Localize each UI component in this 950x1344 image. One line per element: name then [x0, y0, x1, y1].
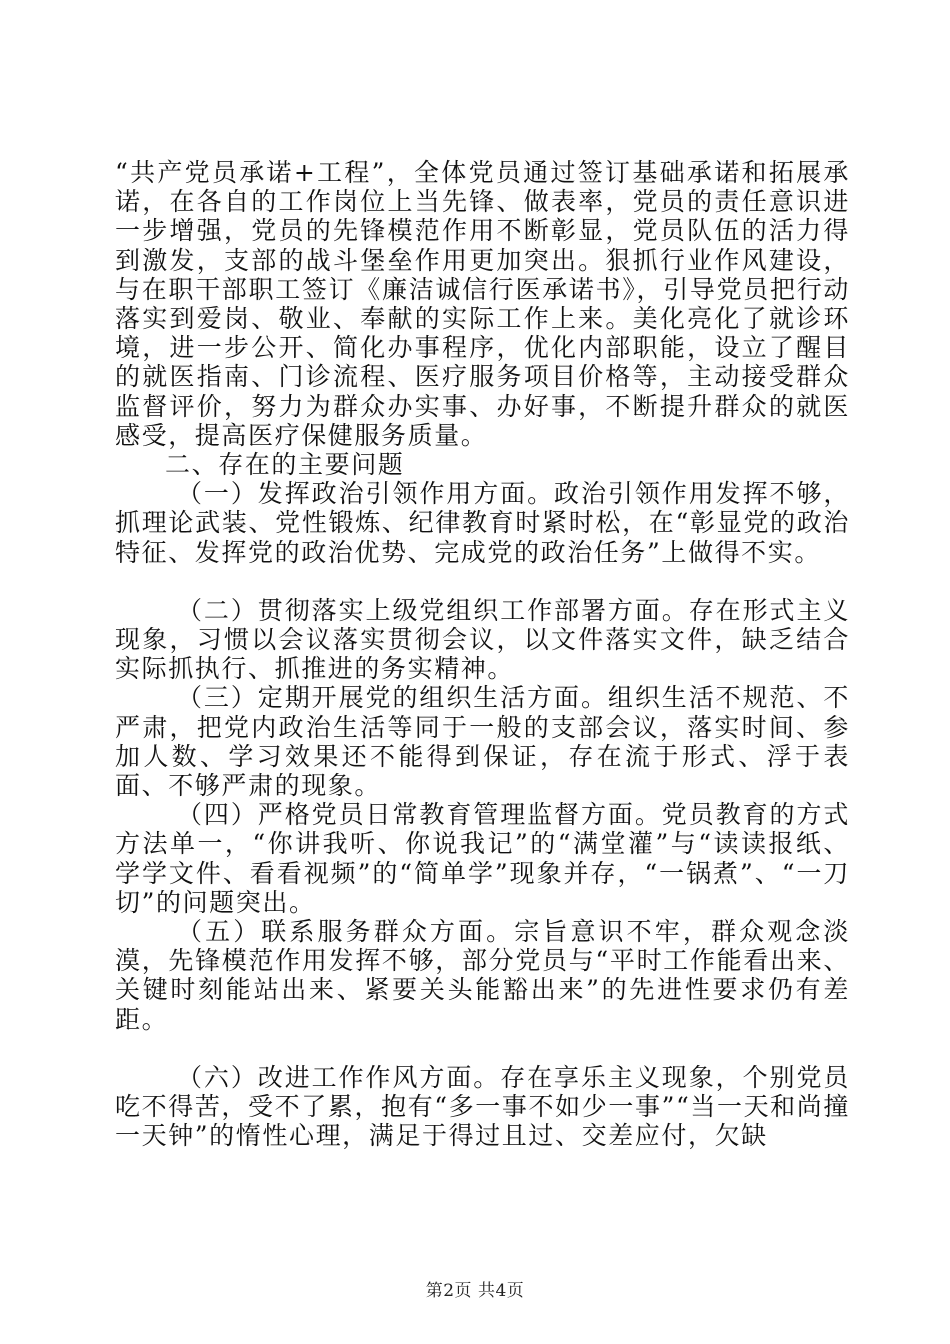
paragraph-item-1: （一）发挥政治引领作用方面。政治引领作用发挥不够，抓理论武装、党性锻炼、纪律教育时紧时松，在“彰显党的政治特征、发挥党的政治优势、完成党的政治任务”上做得不实。: [115, 479, 850, 567]
section-heading-problems: 二、存在的主要问题: [165, 450, 405, 480]
paragraph-item-3: （三）定期开展党的组织生活方面。组织生活不规范、不严肃，把党内政治生活等同于一般的支部会议，落实时间、参加人数、学习效果还不能得到保证，存在流于形式、浮于表面、不够严肃的现象。: [115, 683, 850, 801]
paragraph-continuation: “共产党员承诺+工程”，全体党员通过签订基础承诺和拓展承诺，在各自的工作岗位上当先锋、做表率，党员的责任意识进一步增强，党员的先锋模范作用不断彰显，党员队伍的活力得到激发，支部的战斗堡垒作用更加突出。狠抓行业作风建设，与在职干部职工签订《廉洁诚信行医承诺书》，引导党员把行动落实到爱岗、敬业、奉献的实际工作上来。美化亮化了就诊环境，进一步公开、简化办事程序，优化内部职能，设立了醒目的就医指南、门诊流程、医疗服务项目价格等，主动接受群众监督评价，努力为群众办实事、办好事，不断提升群众的就医感受，提高医疗保健服务质量。: [115, 158, 850, 450]
paragraph-item-4: （四）严格党员日常教育管理监督方面。党员教育的方式方法单一，“你讲我听、你说我记”的“满堂灌”与“读读报纸、学学文件、看看视频”的“简单学”现象并存，“一锅煮”、“一刀切”的问题突出。: [115, 800, 850, 917]
paragraph-item-5: （五）联系服务群众方面。宗旨意识不牢，群众观念淡漠，先锋模范作用发挥不够，部分党员与“平时工作能看出来、关键时刻能站出来、紧要关头能豁出来”的先进性要求仍有差距。: [115, 917, 850, 1034]
paragraph-item-2: （二）贯彻落实上级党组织工作部署方面。存在形式主义现象，习惯以会议落实贯彻会议，以文件落实文件，缺乏结合实际抓执行、抓推进的务实精神。: [115, 595, 850, 684]
page-number-footer: 第2页 共4页: [425, 1281, 525, 1301]
document-body: [115, 158, 850, 1151]
paragraph-item-6: （六）改进工作作风方面。存在享乐主义现象，个别党员吃不得苦，受不了累，抱有“多一事不如少一事”“当一天和尚撞一天钟”的惰性心理，满足于得过且过、交差应付，欠缺: [115, 1062, 850, 1151]
